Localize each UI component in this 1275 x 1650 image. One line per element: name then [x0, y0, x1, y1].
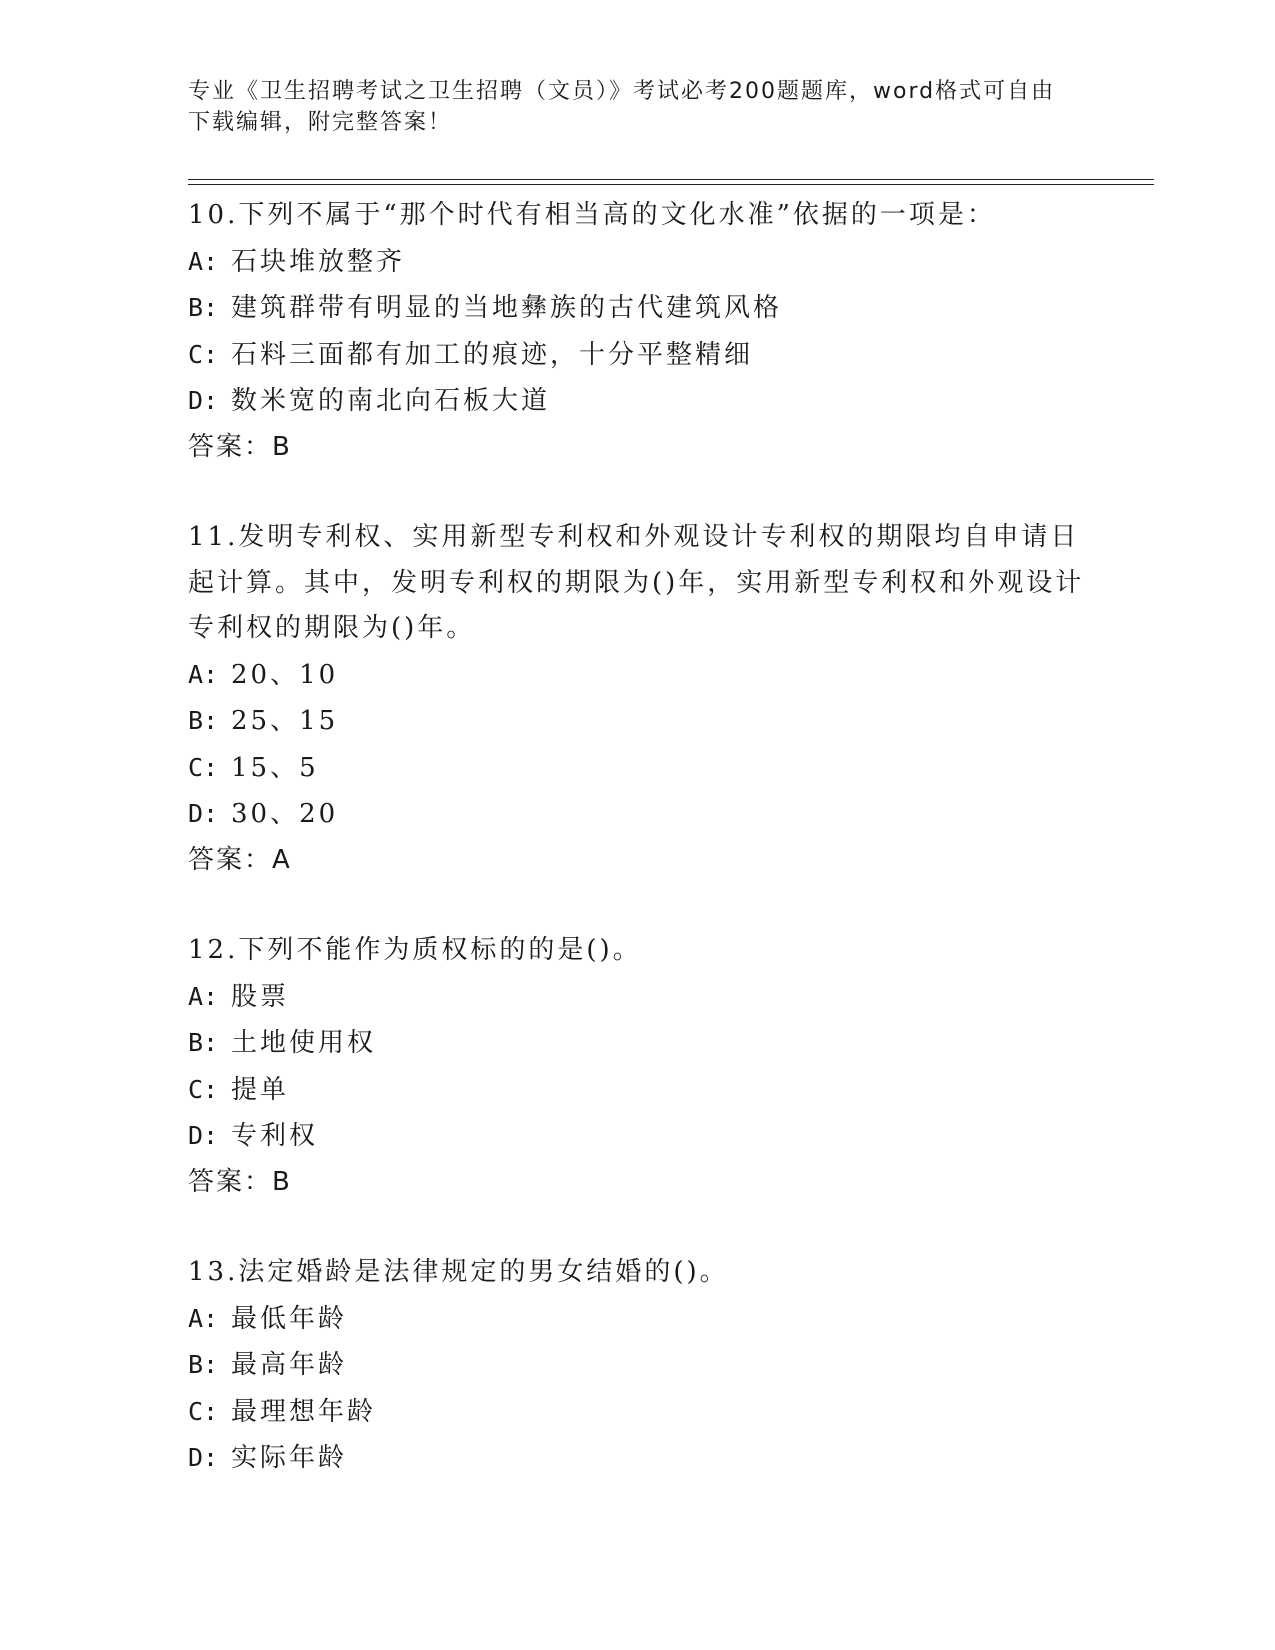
option-b — [188, 1342, 1088, 1389]
option-text: 提单 — [231, 1074, 290, 1105]
question-stem: 10.下列不属于“那个时代有相当高的文化水准”依据的一项是： — [188, 200, 996, 230]
option-letter: A: — [188, 246, 219, 276]
option-text: 最高年龄 — [231, 1350, 348, 1380]
option-b — [188, 285, 1088, 332]
option-text: 15、5 — [231, 752, 319, 783]
answer-line: 答案：A — [188, 844, 292, 875]
option-text: 最低年龄 — [231, 1303, 348, 1334]
question-list — [188, 193, 1088, 1527]
option-text: 建筑群带有明显的当地彝族的古代建筑风格 — [231, 293, 783, 323]
option-text: 最理想年龄 — [231, 1396, 377, 1427]
option-letter: B: — [188, 706, 219, 735]
option-letter: B: — [188, 1028, 219, 1057]
header-divider-bottom — [188, 184, 1154, 185]
option-letter: D: — [188, 799, 219, 828]
option-text: 20、10 — [231, 659, 339, 690]
option-d — [188, 1435, 1088, 1482]
option-text: 石料三面都有加工的痕迹，十分平整精细 — [231, 339, 754, 370]
option-d — [188, 791, 1088, 838]
option-letter: D: — [188, 1121, 219, 1150]
option-d — [188, 378, 1088, 425]
option-a — [188, 974, 1088, 1021]
option-letter: A: — [188, 1303, 219, 1333]
question-10 — [188, 193, 1088, 470]
header-divider-top — [188, 179, 1154, 180]
option-a — [188, 1296, 1088, 1343]
question-stem: 12.下列不能作为质权标的的是()。 — [188, 935, 642, 965]
option-letter: D: — [188, 1443, 219, 1472]
option-text: 30、20 — [231, 799, 339, 829]
option-text: 数米宽的南北向石板大道 — [231, 386, 551, 416]
option-letter: B: — [188, 293, 219, 322]
option-c — [188, 332, 1088, 379]
option-c — [188, 1067, 1088, 1114]
option-letter: B: — [188, 1350, 219, 1379]
option-c — [188, 745, 1088, 792]
option-letter: C: — [188, 752, 219, 782]
question-stem: 11.发明专利权、实用新型专利权和外观设计专利权的期限均自申请日起计算。其中，发明专利权的期限为()年，实用新型专利权和外观设计专利权的期限为()年。 — [188, 522, 1085, 643]
option-letter: C: — [188, 1396, 219, 1426]
question-13 — [188, 1250, 1088, 1482]
option-text: 25、15 — [231, 706, 339, 736]
option-text: 专利权 — [231, 1121, 319, 1151]
question-11 — [188, 515, 1088, 883]
option-letter: C: — [188, 339, 219, 369]
option-text: 石块堆放整齐 — [231, 246, 406, 277]
answer-line: 答案：B — [188, 1166, 292, 1197]
option-c — [188, 1389, 1088, 1436]
document-header: 专业《卫生招聘考试之卫生招聘（文员）》考试必考200题题库，word格式可自由下载编辑，附完整答案！ — [188, 79, 1056, 135]
option-text: 股票 — [231, 981, 290, 1012]
option-text: 土地使用权 — [231, 1028, 377, 1058]
option-letter: A: — [188, 659, 219, 689]
question-stem: 13.法定婚龄是法律规定的男女结婚的()。 — [188, 1257, 729, 1287]
option-b — [188, 698, 1088, 745]
answer-line: 答案：B — [188, 431, 292, 462]
option-letter: D: — [188, 386, 219, 415]
option-a — [188, 239, 1088, 286]
option-text: 实际年龄 — [231, 1443, 348, 1473]
option-b — [188, 1020, 1088, 1067]
question-12 — [188, 928, 1088, 1205]
option-letter: A: — [188, 981, 219, 1011]
option-d — [188, 1113, 1088, 1160]
option-a — [188, 652, 1088, 699]
option-letter: C: — [188, 1074, 219, 1104]
